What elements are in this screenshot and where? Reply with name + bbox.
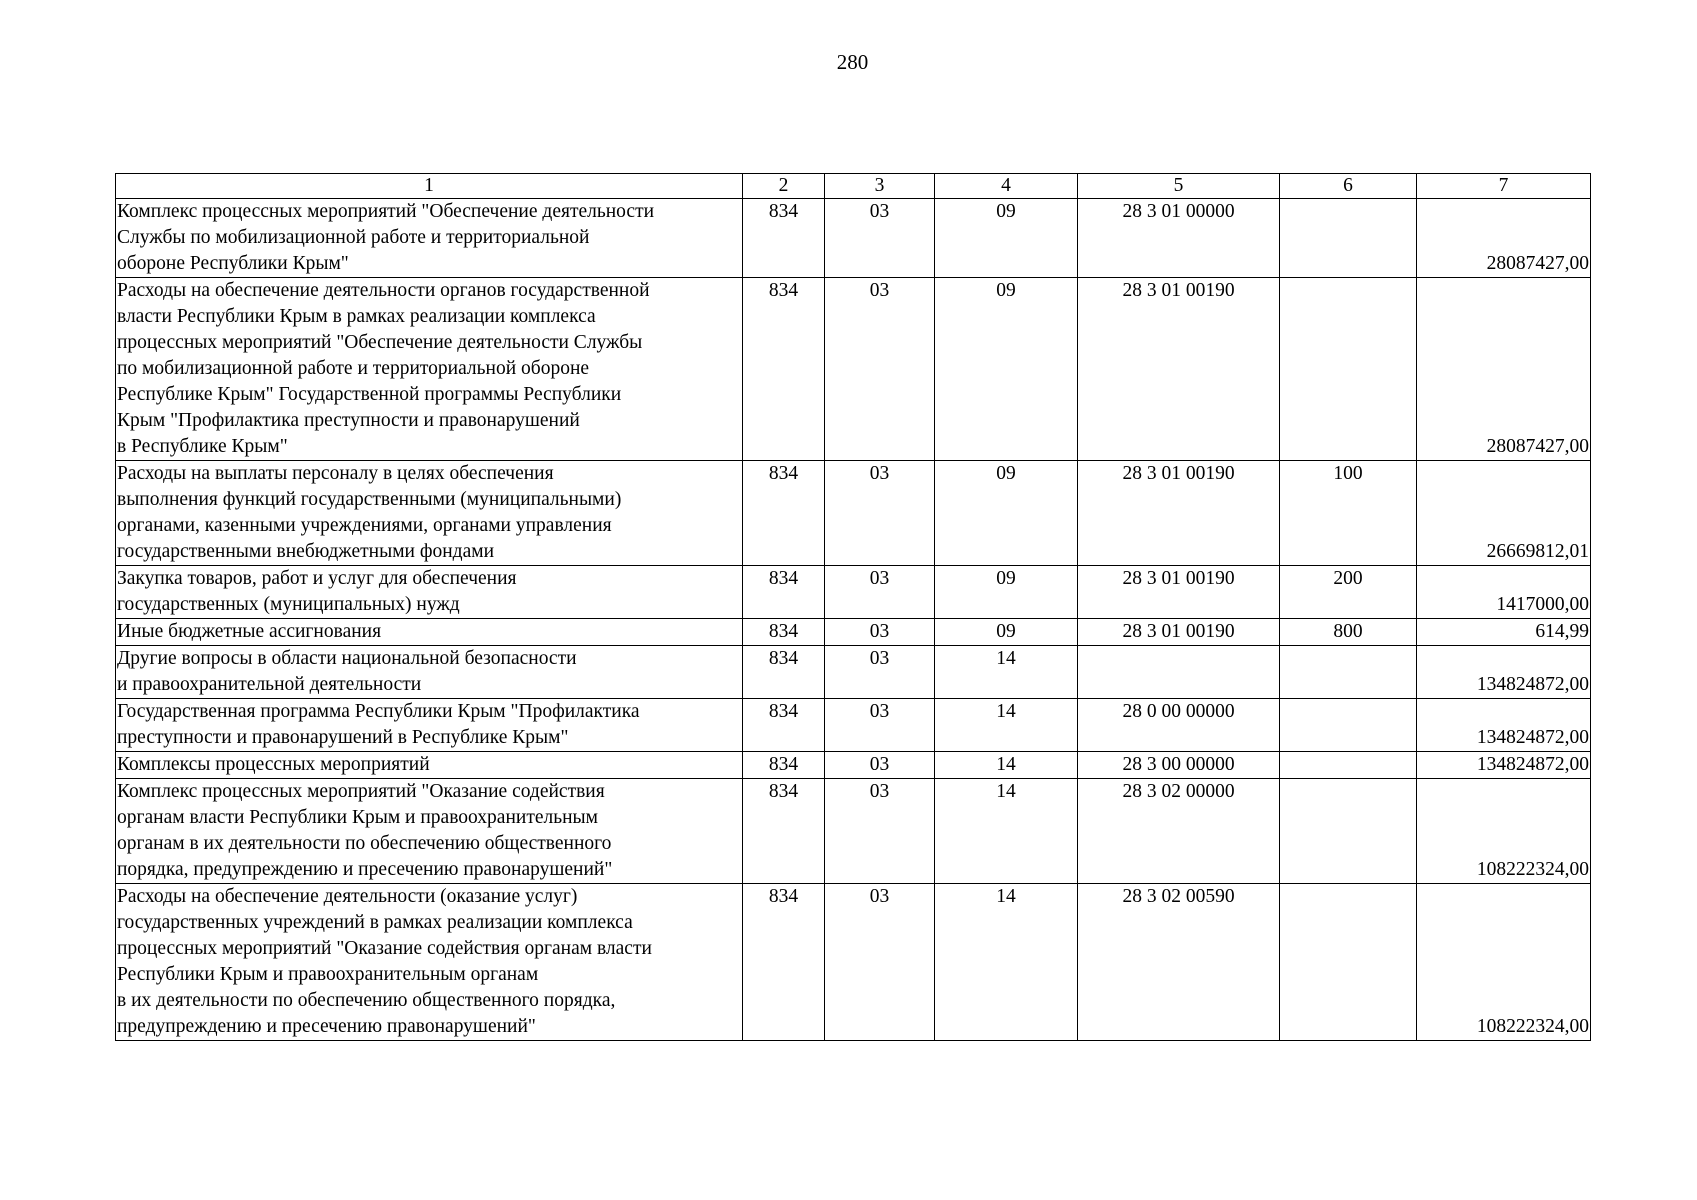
row-col-3: 03 <box>825 461 935 566</box>
row-col-5 <box>1078 646 1280 699</box>
table-row <box>116 779 1591 884</box>
row-amount: 1417000,00 <box>1417 566 1591 619</box>
row-amount: 28087427,00 <box>1417 199 1591 278</box>
description-line: по мобилизационной работе и территориальной обороне <box>117 358 590 379</box>
row-description <box>116 779 743 884</box>
description-line: органами, казенными учреждениями, органами управления <box>117 515 612 536</box>
page-number: 280 <box>836 50 869 74</box>
row-col-2: 834 <box>743 699 825 752</box>
row-col-4: 14 <box>935 779 1078 884</box>
row-col-2: 834 <box>743 779 825 884</box>
row-description <box>116 619 743 646</box>
row-description <box>116 199 743 278</box>
table-row <box>116 199 1591 278</box>
table-row <box>116 566 1591 619</box>
description-line: органам власти Республики Крым и правоохранительным <box>117 807 598 828</box>
description-line: выполнения функций государственными (муниципальными) <box>117 489 622 510</box>
row-amount: 614,99 <box>1417 619 1591 646</box>
row-col-2: 834 <box>743 646 825 699</box>
row-col-4: 09 <box>935 199 1078 278</box>
description-line: процессных мероприятий "Обеспечение деятельности Службы <box>117 332 643 353</box>
row-col-2: 834 <box>743 566 825 619</box>
table-row <box>116 884 1591 1041</box>
row-col-5: 28 3 02 00000 <box>1078 779 1280 884</box>
row-col-3: 03 <box>825 619 935 646</box>
description-line: и правоохранительной деятельности <box>117 674 422 695</box>
header-col-2: 2 <box>743 174 825 199</box>
description-line: предупреждению и пресечению правонарушений" <box>117 1016 536 1037</box>
row-col-5: 28 3 01 00190 <box>1078 461 1280 566</box>
row-amount: 134824872,00 <box>1417 699 1591 752</box>
row-amount: 134824872,00 <box>1417 752 1591 779</box>
row-col-3: 03 <box>825 699 935 752</box>
row-col-6: 200 <box>1280 566 1417 619</box>
description-line: государственных учреждений в рамках реализации комплекса <box>117 912 633 933</box>
row-col-4: 09 <box>935 461 1078 566</box>
row-col-3: 03 <box>825 199 935 278</box>
row-col-6 <box>1280 752 1417 779</box>
table-row <box>116 752 1591 779</box>
row-amount: 134824872,00 <box>1417 646 1591 699</box>
description-line: в их деятельности по обеспечению общественного порядка, <box>117 990 616 1011</box>
row-col-6 <box>1280 779 1417 884</box>
row-amount: 108222324,00 <box>1417 779 1591 884</box>
row-col-3: 03 <box>825 566 935 619</box>
row-col-4: 14 <box>935 752 1078 779</box>
description-line: Комплексы процессных мероприятий <box>117 754 430 775</box>
row-col-6 <box>1280 199 1417 278</box>
row-col-6 <box>1280 278 1417 461</box>
description-line: государственных (муниципальных) нужд <box>117 594 460 615</box>
description-line: Закупка товаров, работ и услуг для обеспечения <box>117 568 517 589</box>
description-line: власти Республики Крым в рамках реализации комплекса <box>117 306 596 327</box>
description-line: в Республике Крым" <box>117 436 288 457</box>
description-line: органам в их деятельности по обеспечению общественного <box>117 833 612 854</box>
header-col-6: 6 <box>1280 174 1417 199</box>
row-col-6 <box>1280 646 1417 699</box>
row-col-3: 03 <box>825 779 935 884</box>
header-col-7: 7 <box>1417 174 1591 199</box>
row-col-2: 834 <box>743 461 825 566</box>
row-col-5: 28 0 00 00000 <box>1078 699 1280 752</box>
row-col-4: 14 <box>935 884 1078 1041</box>
row-col-2: 834 <box>743 199 825 278</box>
row-col-3: 03 <box>825 646 935 699</box>
row-description <box>116 461 743 566</box>
row-col-2: 834 <box>743 619 825 646</box>
description-line: процессных мероприятий "Оказание содействия органам власти <box>117 938 652 959</box>
row-col-6: 800 <box>1280 619 1417 646</box>
row-description <box>116 699 743 752</box>
header-col-5: 5 <box>1078 174 1280 199</box>
row-description <box>116 566 743 619</box>
description-line: Республике Крым" Государственной программы Республики <box>117 384 622 405</box>
row-col-2: 834 <box>743 884 825 1041</box>
row-col-4: 14 <box>935 699 1078 752</box>
description-line: Крым "Профилактика преступности и правонарушений <box>117 410 580 431</box>
description-line: Расходы на обеспечение деятельности органов государственной <box>117 280 650 301</box>
row-col-3: 03 <box>825 278 935 461</box>
row-description <box>116 752 743 779</box>
row-col-5: 28 3 01 00000 <box>1078 199 1280 278</box>
description-line: Иные бюджетные ассигнования <box>117 621 382 642</box>
description-line: Расходы на выплаты персоналу в целях обеспечения <box>117 463 554 484</box>
description-line: Государственная программа Республики Крым "Профилактика <box>117 701 640 722</box>
row-col-4: 09 <box>935 278 1078 461</box>
description-line: государственными внебюджетными фондами <box>117 541 495 562</box>
header-col-4: 4 <box>935 174 1078 199</box>
header-col-3: 3 <box>825 174 935 199</box>
row-col-5: 28 3 00 00000 <box>1078 752 1280 779</box>
table-row <box>116 699 1591 752</box>
row-col-5: 28 3 02 00590 <box>1078 884 1280 1041</box>
row-amount: 26669812,01 <box>1417 461 1591 566</box>
row-col-5: 28 3 01 00190 <box>1078 566 1280 619</box>
row-col-4: 09 <box>935 566 1078 619</box>
description-line: Другие вопросы в области национальной безопасности <box>117 648 577 669</box>
description-line: Службы по мобилизационной работе и территориальной <box>117 227 590 248</box>
table-row <box>116 646 1591 699</box>
row-col-6: 100 <box>1280 461 1417 566</box>
row-col-5: 28 3 01 00190 <box>1078 619 1280 646</box>
row-description <box>116 278 743 461</box>
row-col-5: 28 3 01 00190 <box>1078 278 1280 461</box>
row-amount: 108222324,00 <box>1417 884 1591 1041</box>
row-col-6 <box>1280 699 1417 752</box>
header-col-1: 1 <box>116 174 743 199</box>
description-line: Республики Крым и правоохранительным органам <box>117 964 539 985</box>
row-col-2: 834 <box>743 752 825 779</box>
description-line: обороне Республики Крым" <box>117 253 349 274</box>
table-row <box>116 278 1591 461</box>
description-line: Комплекс процессных мероприятий "Оказание содействия <box>117 781 605 802</box>
row-col-3: 03 <box>825 752 935 779</box>
header-row <box>116 174 1591 199</box>
row-col-4: 09 <box>935 619 1078 646</box>
table-row <box>116 461 1591 566</box>
row-col-2: 834 <box>743 278 825 461</box>
row-col-4: 14 <box>935 646 1078 699</box>
description-line: преступности и правонарушений в Республике Крым" <box>117 727 569 748</box>
row-description <box>116 884 743 1041</box>
row-col-6 <box>1280 884 1417 1041</box>
row-description <box>116 646 743 699</box>
description-line: Комплекс процессных мероприятий "Обеспечение деятельности <box>117 201 655 222</box>
table-row <box>116 619 1591 646</box>
description-line: Расходы на обеспечение деятельности (оказание услуг) <box>117 886 578 907</box>
budget-table <box>115 173 1591 1041</box>
row-amount: 28087427,00 <box>1417 278 1591 461</box>
description-line: порядка, предупреждению и пресечению правонарушений" <box>117 859 613 880</box>
row-col-3: 03 <box>825 884 935 1041</box>
